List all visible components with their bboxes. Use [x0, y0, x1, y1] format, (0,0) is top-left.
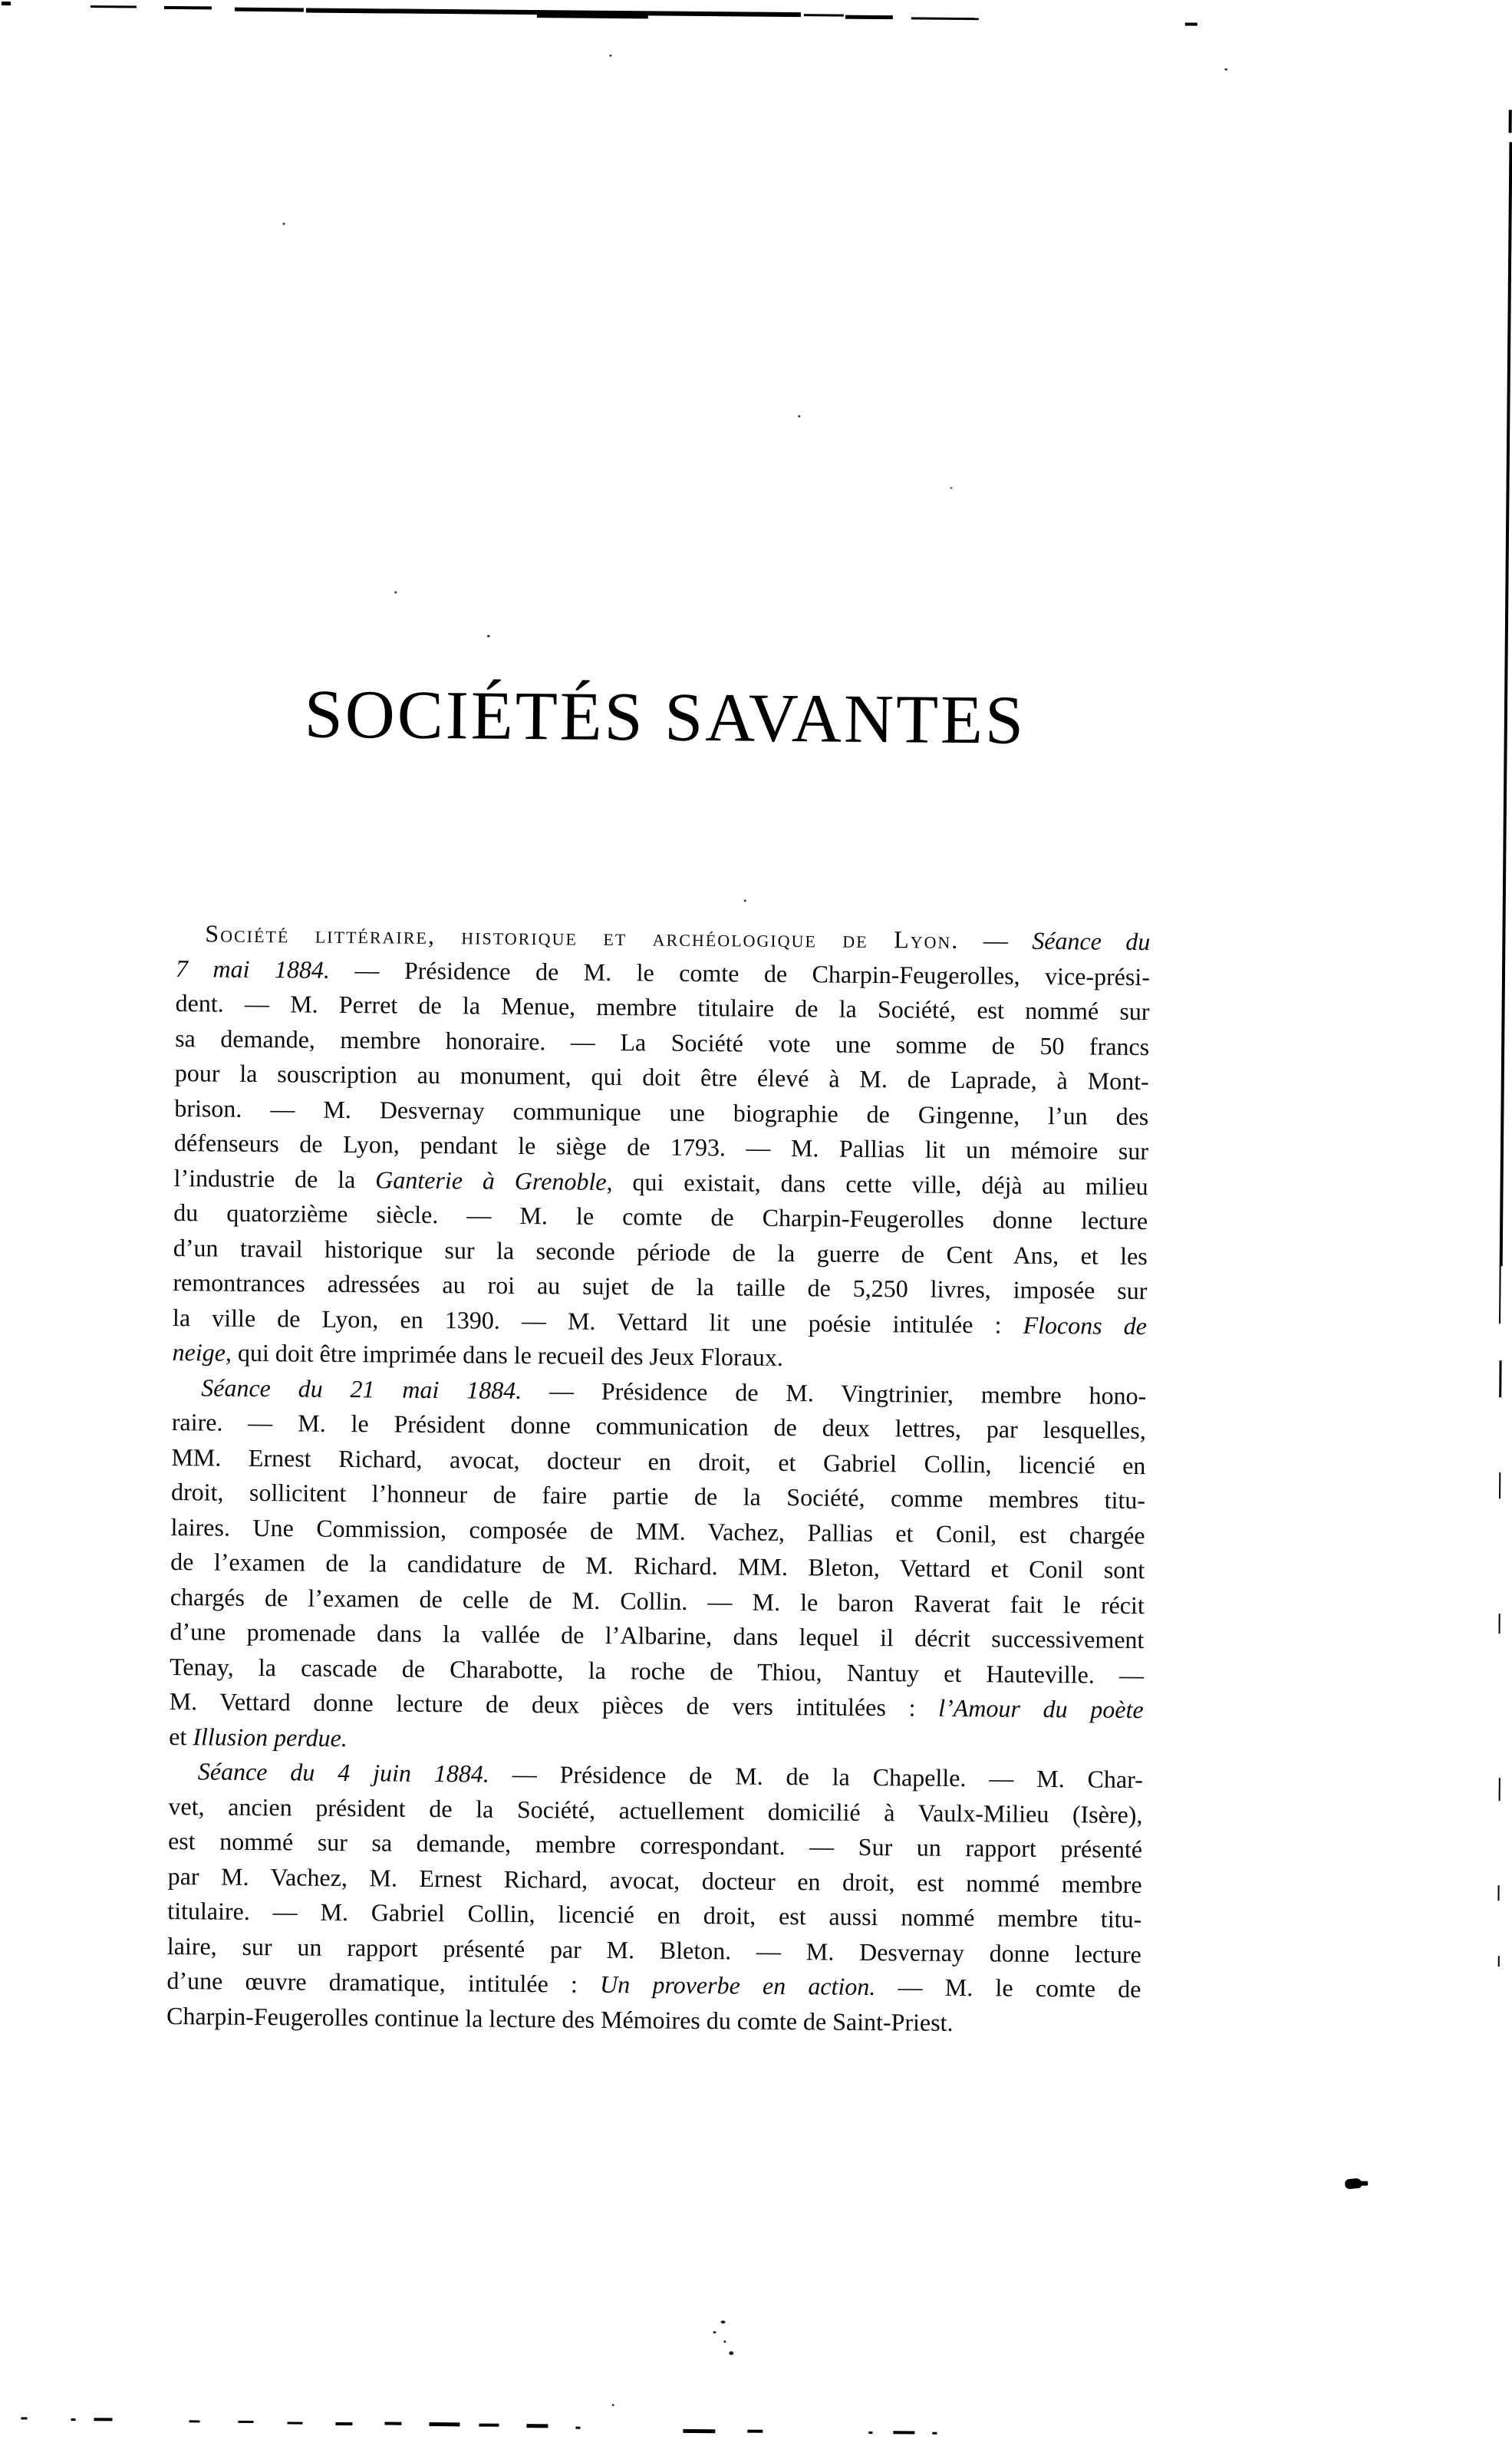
text-segment: d’une promenade dans la vallée de l’Albarine, dans lequel il décrit successivement: [170, 1617, 1145, 1654]
text-segment: et: [169, 1722, 193, 1750]
ink-speck: [1224, 68, 1227, 71]
ink-blob: [1361, 2181, 1368, 2186]
text-segment: vet, ancien président de la Société, actuellement domicilié à Vaulx-Milieu (Isère),: [168, 1792, 1143, 1828]
text-segment: l’Amour du poète: [938, 1693, 1144, 1724]
top-edge-mark: [845, 15, 893, 20]
text-segment: d’une œuvre dramatique, intitulée :: [166, 1966, 601, 1998]
right-edge-dash: [1499, 1360, 1501, 1397]
text-segment: raire. — M. le Président donne communication de deux lettres, par lesquelles,: [171, 1408, 1146, 1445]
ink-speck: [487, 635, 490, 638]
ink-speck: [609, 54, 611, 57]
text-segment: d’un travail historique sur la seconde période de la guerre de Cent Ans, et les: [173, 1233, 1148, 1270]
text-segment: dent. — M. Perret de la Menue, membre titulaire de la Société, est nommé sur: [175, 989, 1150, 1026]
paragraph: [172, 916, 1150, 1379]
text-segment: Société littéraire, historique et archéologique de Lyon.: [205, 919, 960, 954]
text-segment: est nommé sur sa demande, membre correspondant. — Sur un rapport présenté: [167, 1827, 1143, 1864]
top-edge-mark: [911, 17, 979, 20]
bottom-edge-mark: [71, 2418, 75, 2421]
ink-speck: [394, 592, 397, 594]
text-segment: Charpin-Feugerolles continue la lecture des Mémoires du comte de Saint-Priest.: [166, 2001, 954, 2036]
bottom-edge-mark: [94, 2418, 112, 2421]
text-segment: — M. le comte de: [875, 1973, 1141, 2003]
bottom-edge-mark: [575, 2427, 580, 2429]
ink-speck: [744, 900, 746, 902]
text-segment: Un proverbe en action.: [599, 1970, 876, 2001]
paragraph: [166, 1754, 1143, 2042]
ink-speck: [798, 415, 800, 417]
body-text: [166, 916, 1151, 2042]
text-segment: chargés de l’examen de celle de M. Collin. — M. le baron Raverat fait le récit: [170, 1582, 1145, 1619]
top-edge-mark: [1185, 22, 1197, 25]
ink-speck: [723, 2340, 726, 2342]
text-segment: Séance du 4 juin 1884.: [197, 1757, 490, 1788]
bottom-edge-mark: [384, 2422, 401, 2425]
text-segment: Séance du 21 mai 1884.: [201, 1373, 522, 1404]
text-segment: défenseurs de Lyon, pendant le siège de 1793. — M. Pallias lit un mémoire sur: [173, 1129, 1149, 1165]
bottom-edge-mark: [747, 2430, 763, 2433]
bottom-edge-mark: [932, 2432, 937, 2435]
top-edge-mark: [2, 2, 11, 5]
right-edge-dash: [1499, 1778, 1500, 1801]
top-edge-mark: [91, 5, 137, 8]
right-edge-line: [1499, 1265, 1501, 1324]
bottom-edge-mark: [189, 2420, 199, 2422]
bottom-edge-mark: [868, 2431, 872, 2434]
ink-blob: [1345, 2178, 1362, 2189]
bottom-edge-mark: [287, 2422, 302, 2424]
bottom-edge-mark: [335, 2422, 352, 2425]
ink-speck: [729, 2351, 733, 2355]
text-segment: pour la souscription au monument, qui doit être élevé à M. de Laprade, à Mont-: [174, 1059, 1149, 1096]
text-segment: , qui doit être imprimée dans le recueil des Jeux Floraux.: [225, 1338, 783, 1371]
text-segment: remontrances adressées au roi au sujet de la taille de 5,250 livres, imposée sur: [173, 1268, 1148, 1305]
text-segment: M. Vettard donne lecture de deux pièces de vers intitulées :: [169, 1687, 939, 1722]
text-segment: la ville de Lyon, en 1390. — M. Vettard lit une poésie intitulée :: [172, 1303, 1023, 1339]
text-segment: par M. Vachez, M. Ernest Richard, avocat, docteur en droit, est nommé membre: [167, 1861, 1142, 1898]
text-segment: MM. Ernest Richard, avocat, docteur en droit, et Gabriel Collin, licencié en: [171, 1442, 1146, 1479]
text-segment: du quatorzième siècle. — M. le comte de Charpin-Feugerolles donne lecture: [173, 1198, 1148, 1235]
ink-speck: [721, 2320, 726, 2323]
right-edge-dash: [1499, 1472, 1500, 1498]
text-segment: Flocons de: [1023, 1311, 1148, 1340]
bottom-edge-mark: [893, 2431, 914, 2434]
text-segment: laires. Une Commission, composée de MM. Vachez, Pallias et Conil, est chargée: [170, 1512, 1145, 1549]
right-edge-dash: [1498, 1956, 1500, 1967]
text-segment: — Présidence de M. le comte de Charpin-Feugerolles, vice-prési-: [329, 955, 1151, 991]
bottom-edge-mark: [429, 2422, 460, 2426]
bottom-edge-mark: [683, 2429, 715, 2433]
right-edge-dash: [1498, 1614, 1500, 1634]
text-segment: Tenay, la cascade de Charabotte, la roche de Thiou, Nantuy et Hauteville. —: [169, 1652, 1145, 1689]
bottom-edge-mark: [238, 2421, 253, 2423]
text-segment: — Présidence de M. Vingtrinier, membre hono-: [522, 1376, 1147, 1409]
right-edge-dash: [1497, 1885, 1499, 1901]
text-segment: l’industrie de la: [173, 1163, 376, 1193]
top-edge-mark: [537, 14, 648, 18]
top-edge-mark: [804, 14, 844, 16]
page-title: SOCIÉTÉS SAVANTES: [304, 676, 1026, 759]
text-segment: titulaire. — M. Gabriel Collin, licencié en droit, est aussi nommé membre titu-: [167, 1897, 1142, 1934]
text-segment: 7 mai 1884.: [175, 954, 331, 984]
text-segment: —: [959, 925, 1033, 954]
bottom-edge-mark: [479, 2424, 499, 2427]
text-segment: de l’examen de la candidature de M. Richard. MM. Bleton, Vettard et Conil sont: [170, 1548, 1145, 1584]
right-edge-line: [1509, 110, 1512, 133]
text-segment: , qui existait, dans cette ville, déjà au milieu: [606, 1167, 1148, 1200]
paragraph: [169, 1370, 1146, 1763]
ink-speck: [950, 487, 952, 489]
ink-speck: [612, 2404, 614, 2406]
text-segment: droit, sollicitent l’honneur de faire partie de la Société, comme membres titu-: [170, 1478, 1146, 1515]
text-segment: — Présidence de M. de la Chapelle. — M. Char-: [489, 1759, 1143, 1794]
text-segment: laire, sur un rapport présenté par M. Bleton. — M. Desvernay donne lecture: [166, 1931, 1141, 1968]
ink-speck: [713, 2331, 716, 2333]
bottom-edge-mark: [21, 2417, 27, 2419]
ink-speck: [282, 223, 285, 225]
text-segment: brison. — M. Desvernay communique une biographie de Gingenne, l’un des: [174, 1093, 1149, 1130]
text-segment: sa demande, membre honoraire. — La Société vote une somme de 50 francs: [175, 1024, 1150, 1060]
text-segment: Séance du: [1032, 926, 1151, 956]
text-segment: neige: [172, 1338, 226, 1367]
right-edge-line: [1500, 142, 1512, 1266]
text-segment: Ganterie à Grenoble: [375, 1165, 607, 1195]
top-edge-mark: [235, 8, 304, 12]
text-segment: Illusion perdue.: [193, 1722, 348, 1752]
scan-artifacts: [0, 0, 1512, 13]
bottom-edge-mark: [526, 2424, 548, 2428]
top-edge-mark: [164, 6, 212, 10]
